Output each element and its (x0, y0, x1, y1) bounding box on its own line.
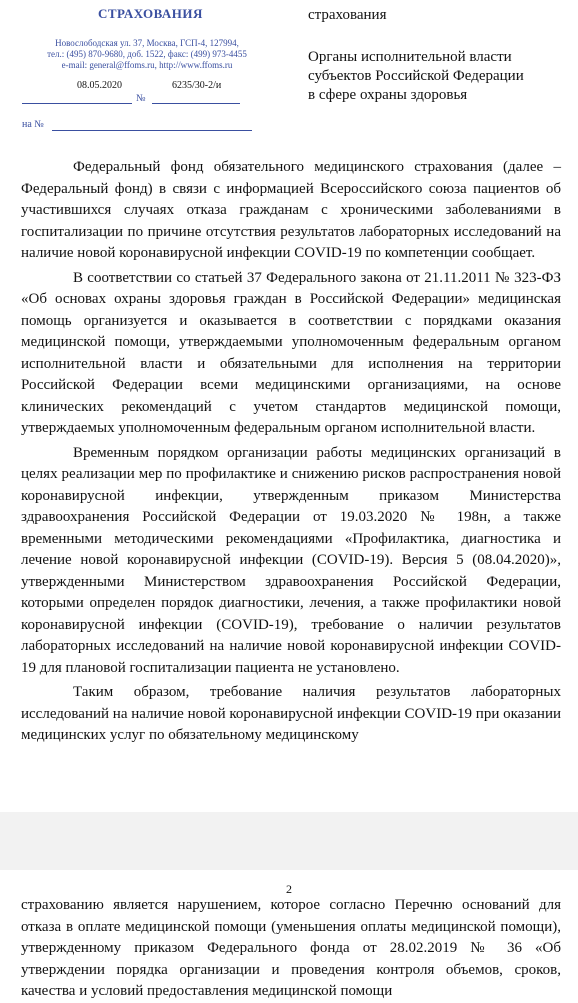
addressee-line: в сфере охраны здоровья (308, 87, 468, 103)
body-paragraph: В соответствии со статьей 37 Федерального закона от 21.11.2011 № 323-ФЗ «Об основах охраны здоровья граждан в Российской Федерации» медицинская помощь организуется и оказывается в соответствии с порядками оказания медицинской помощи, утверждаемыми уполномоченным федеральным органом исполнительной власти и обязательными для исполнения на территории Российской Федерации всеми медицинскими организациями, на основе клинических рекомендаций с учетом стандартов медицинской помощи, утверждаемых уполномоченным федеральным органом исполнительной власти. (21, 269, 561, 436)
addressee-line: субъектов Российской Федерации (308, 68, 524, 84)
reference-underline (22, 93, 262, 103)
contacts-line: тел.: (495) 870-9680, доб. 1522, факс: (499) 973-4455 (47, 49, 247, 59)
addressee-block (308, 48, 568, 105)
org-title: СТРАХОВАНИЯ (98, 6, 203, 21)
body-paragraph: Временным порядком организации работы медицинских организаций в целях реализации мер по профилактике и снижению рисков распространения новой коронавирусной инфекции, утвержденным приказом Министерства здравоохранения Российской Федерации от 19.03.2020 № 198н, а также временными методическими рекомендациями «Профилактика, диагностика и лечение новой коронавирусной инфекции (COVID-19). Версия 5 (08.04.2020)», утвержденными Министерством здравоохранения Российской Федерации, которыми определен порядок диагностики, лечения, а также профилактики новой коронавирусной инфекции (COVID-19), требование о наличии результатов лабораторных исследований на наличие новой коронавирусной инфекции COVID-19 для плановой госпитализации пациента не установлено. (21, 444, 561, 676)
address-line: Новослободская ул. 37, Москва, ГСП-4, 127994, (55, 38, 239, 48)
reply-to-reference (22, 119, 272, 131)
letter-body (21, 157, 561, 750)
date-underline (22, 93, 132, 104)
page-number: 2 (286, 882, 292, 896)
email-line: e-mail: general@ffoms.ru, http://www.ffoms.ru (61, 60, 233, 70)
letterhead-address (22, 38, 272, 71)
body-paragraph: Таким образом, требование наличия результатов лабораторных исследований на наличие новой коронавирусной инфекции COVID-19 при оказании медицинских услуг по обязательному медицинскому (21, 684, 561, 743)
reply-to-underline (52, 119, 252, 131)
letter-date: 08.05.2020 (77, 80, 122, 91)
number-underline (152, 93, 240, 104)
page-2-body (21, 895, 561, 1003)
body-paragraph: страхованию является нарушением, которое согласно Перечню оснований для отказа в оплате медицинской помощи (уменьшения оплаты медицинской помощи), утвержденному приказом Федерального фонда от 28.02.2019 № 36 «Об утверждении порядка организации и проведения контроля объемов, сроков, качества и условий предоставления медицинской помощи (21, 897, 561, 999)
letter-number: 6235/30-2/и (172, 80, 222, 91)
reply-to-label: на № (22, 119, 44, 130)
addressee-fragment: страхования (308, 7, 387, 23)
body-paragraph: Федеральный фонд обязательного медицинского страхования (далее – Федеральный фонд) в связи с информацией Всероссийского союза пациентов об участившихся случаях отказа гражданам с хроническими заболеваниями в госпитализации по причине отсутствия результатов лабораторных исследований на наличие новой коронавирусной инфекции COVID-19 по компетенции сообщает. (21, 159, 561, 261)
addressee-line: Органы исполнительной власти (308, 49, 512, 65)
number-sign: № (136, 93, 146, 104)
